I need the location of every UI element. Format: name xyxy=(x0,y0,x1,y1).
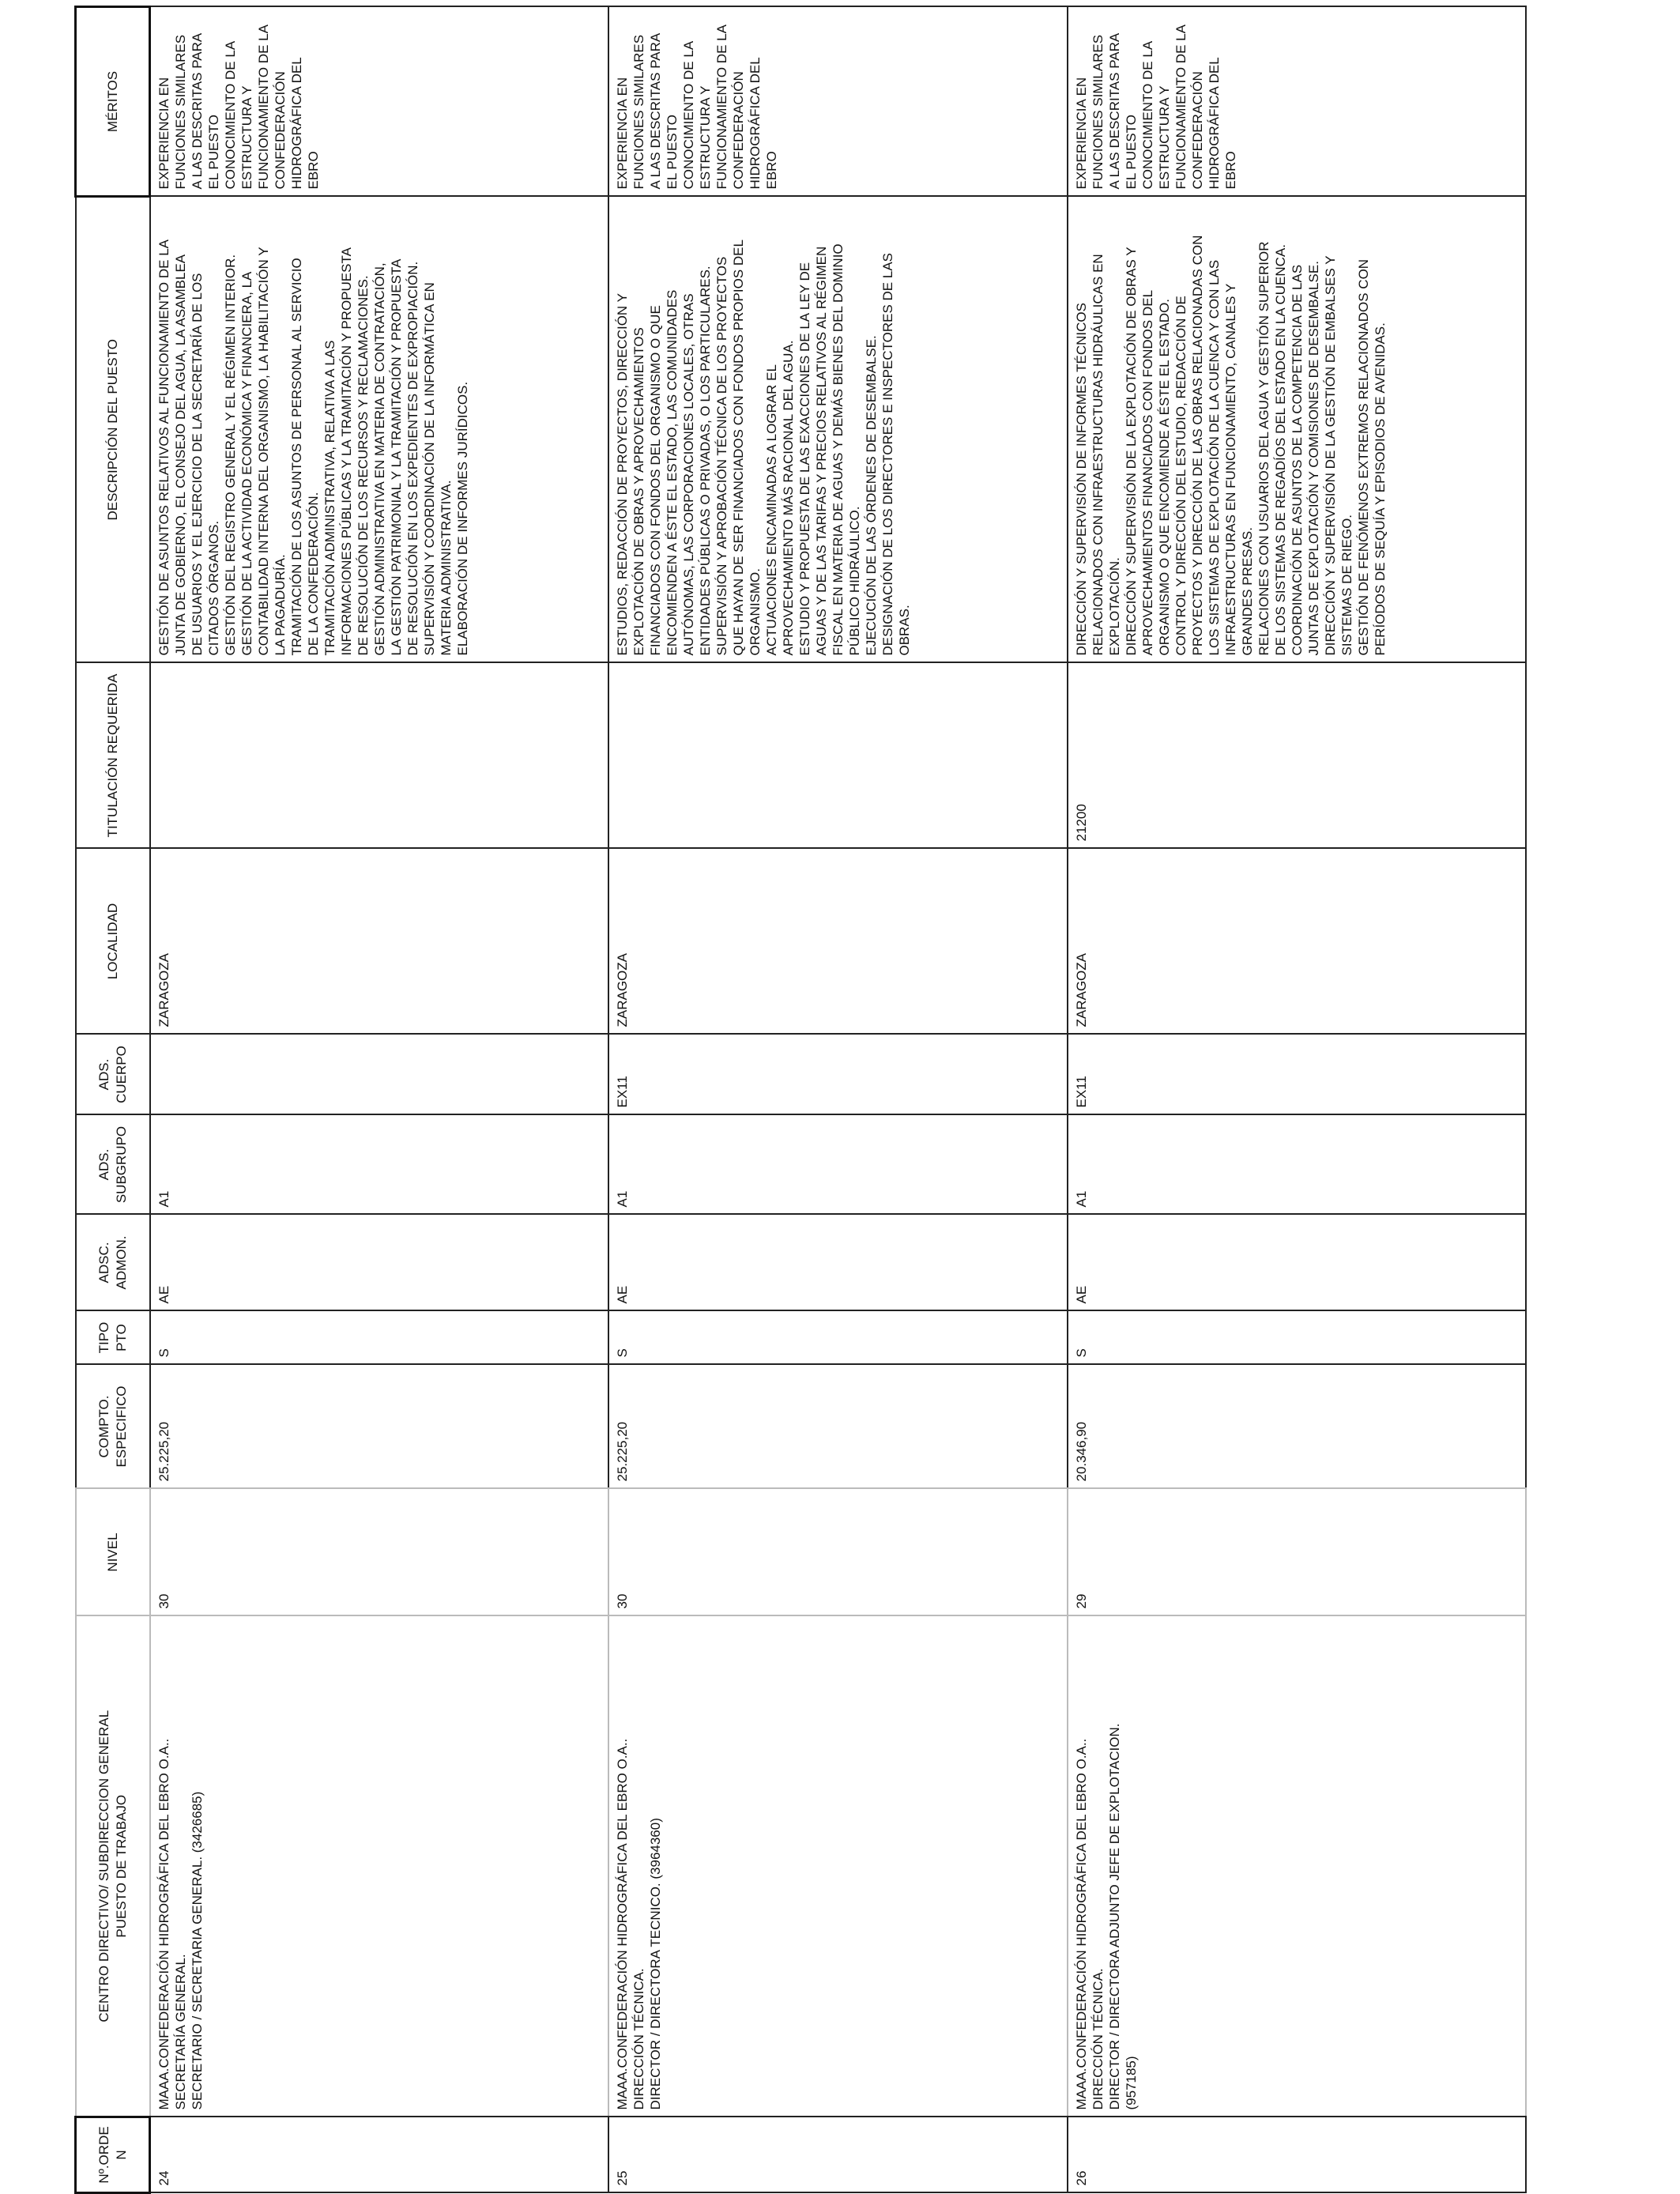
header-localidad: LOCALIDAD xyxy=(76,849,150,1035)
header-cuerpo: ADS. CUERPO xyxy=(76,1035,150,1115)
cell-compto: 25.225,20 xyxy=(608,1365,1068,1489)
cell-centro: MAAA.CONFEDERACIÓN HIDROGRÁFICA DEL EBRO O.A.. SECRETARÍA GENERAL. SECRETARIO / SECRETARIA GENERAL. (3426685) xyxy=(150,1616,609,2117)
header-nivel: NIVEL xyxy=(76,1489,150,1616)
cell-localidad: ZARAGOZA xyxy=(1068,849,1527,1035)
header-compto: COMPTO. ESPECIFICO xyxy=(76,1365,150,1489)
header-tipo: TIPO PTO xyxy=(76,1311,150,1365)
cell-meritos: EXPERIENCIA EN FUNCIONES SIMILARES A LAS DESCRITAS PARA EL PUESTO CONOCIMIENTO DE LA ESTRUCTURA Y FUNCIONAMIENTO DE LA CONFEDERACIÓN HIDROGRÁFICA DEL EBRO xyxy=(150,7,609,197)
header-row xyxy=(76,7,150,2193)
cell-cuerpo: EX11 xyxy=(1068,1035,1527,1115)
cell-tipo: S xyxy=(1068,1311,1527,1365)
header-adsc: ADSC. ADMON. xyxy=(76,1215,150,1311)
cell-meritos: EXPERIENCIA EN FUNCIONES SIMILARES A LAS DESCRITAS PARA EL PUESTO CONOCIMIENTO DE LA ESTRUCTURA Y FUNCIONAMIENTO DE LA CONFEDERACIÓN HIDROGRÁFICA DEL EBRO xyxy=(1068,7,1527,197)
cell-titulacion: 21200 xyxy=(1068,663,1527,849)
header-subgrupo: ADS. SUBGRUPO xyxy=(76,1115,150,1215)
cell-adsc: AE xyxy=(150,1215,609,1311)
cell-orden: 26 xyxy=(1068,2117,1527,2193)
cell-nivel: 30 xyxy=(150,1489,609,1616)
cell-cuerpo xyxy=(150,1035,609,1115)
cell-adsc: AE xyxy=(1068,1215,1527,1311)
cell-descripcion: ESTUDIOS, REDACCIÓN DE PROYECTOS, DIRECCIÓN Y EXPLOTACIÓN DE OBRAS Y APROVECHAMIENTOS FINANCIADOS CON FONDOS DEL ORGANISMO O QUE ENCOMIENDEN A ÉSTE EL ESTADO, LAS COMUNIDADES AUTÓNOMAS, LAS CORPORACIONES LOCALES, OTRAS ENTIDADES PÚBLICAS O PRIVADAS, O LOS PARTICULARES. SUPERVISIÓN Y APROBACIÓN TÉCNICA DE LOS PROYECTOS QUE HAYAN DE SER FINANCIADOS CON FONDOS PROPIOS DEL ORGANISMO. ACTUACIONES ENCAMINADAS A LOGRAR EL APROVECHAMIENTO MÁS RACIONAL DEL AGUA. ESTUDIO Y PROPUESTA DE LAS EXACCIONES DE LA LEY DE AGUAS Y DE LAS TARIFAS Y PRECIOS RELATIVOS AL RÉGIMEN FISCAL EN MATERIA DE AGUAS Y DEMÁS BIENES DEL DOMINIO PÚBLICO HIDRÁULICO. EJECUCIÓN DE LAS ÓRDENES DE DESEMBALSE. DESIGNACIÓN DE LOS DIRECTORES E INSPECTORES DE LAS OBRAS. xyxy=(608,197,1068,663)
table-row xyxy=(1068,7,1527,2193)
cell-titulacion xyxy=(150,663,609,849)
cell-localidad: ZARAGOZA xyxy=(150,849,609,1035)
puestos-table xyxy=(74,6,1527,2194)
cell-orden: 24 xyxy=(150,2117,609,2193)
rotated-page xyxy=(74,8,1527,2194)
cell-compto: 20.346,90 xyxy=(1068,1365,1527,1489)
table-row xyxy=(150,7,609,2193)
header-centro: CENTRO DIRECTIVO/ SUBDIRECCION GENERAL PUESTO DE TRABAJO xyxy=(76,1616,150,2117)
cell-cuerpo: EX11 xyxy=(608,1035,1068,1115)
cell-subgrupo: A1 xyxy=(1068,1115,1527,1215)
cell-subgrupo: A1 xyxy=(150,1115,609,1215)
cell-tipo: S xyxy=(608,1311,1068,1365)
cell-subgrupo: A1 xyxy=(608,1115,1068,1215)
header-orden: Nº.ORDEN xyxy=(76,2117,150,2193)
cell-titulacion xyxy=(608,663,1068,849)
header-meritos: MÉRITOS xyxy=(76,7,150,197)
cell-tipo: S xyxy=(150,1311,609,1365)
cell-localidad: ZARAGOZA xyxy=(608,849,1068,1035)
cell-compto: 25.225,20 xyxy=(150,1365,609,1489)
cell-nivel: 30 xyxy=(608,1489,1068,1616)
cell-centro: MAAA.CONFEDERACIÓN HIDROGRÁFICA DEL EBRO O.A.. DIRECCIÓN TÉCNICA. DIRECTOR / DIRECTORA TECNICO. (3964360) xyxy=(608,1616,1068,2117)
cell-nivel: 29 xyxy=(1068,1489,1527,1616)
cell-centro: MAAA.CONFEDERACIÓN HIDROGRÁFICA DEL EBRO O.A.. DIRECCIÓN TÉCNICA. DIRECTOR / DIRECTORA ADJUNTO JEFE DE EXPLOTACION. (957185) xyxy=(1068,1616,1527,2117)
cell-adsc: AE xyxy=(608,1215,1068,1311)
cell-descripcion: GESTIÓN DE ASUNTOS RELATIVOS AL FUNCIONAMIENTO DE LA JUNTA DE GOBIERNO, EL CONSEJO DEL AGUA, LA ASAMBLEA DE USUARIOS Y EL EJERCICIO DE LA SECRETARÍA DE LOS CITADOS ÓRGANOS. GESTIÓN DEL REGISTRO GENERAL Y EL RÉGIMEN INTERIOR. GESTIÓN DE LA ACTIVIDAD ECONÓMICA Y FINANCIERA, LA CONTABILIDAD INTERNA DEL ORGANISMO, LA HABILITACIÓN Y LA PAGADURÍA. TRAMITACIÓN DE LOS ASUNTOS DE PERSONAL AL SERVICIO DE LA CONFEDERACIÓN. TRAMITACIÓN ADMINISTRATIVA, RELATIVA A LAS INFORMACIONES PÚBLICAS Y LA TRAMITACIÓN Y PROPUESTA DE RESOLUCIÓN DE LOS RECURSOS Y RECLAMACIONES. GESTIÓN ADMINISTRATIVA EN MATERIA DE CONTRATACIÓN, LA GESTIÓN PATRIMONIAL Y LA TRAMITACIÓN Y PROPUESTA DE RESOLUCIÓN EN LOS EXPEDIENTES DE EXPROPIACIÓN. SUPERVISIÓN Y COORDINACIÓN DE LA INFORMÁTICA EN MATERIA ADMINISTRATIVA. ELABORACIÓN DE INFORMES JURÍDICOS. xyxy=(150,197,609,663)
header-titulacion: TITULACIÓN REQUERIDA xyxy=(76,663,150,849)
cell-descripcion: DIRECCIÓN Y SUPERVISIÓN DE INFORMES TÉCNICOS RELACIONADOS CON INFRAESTRUCTURAS HIDRÁULICAS EN EXPLOTACIÓN. DIRECCIÓN Y SUPERVISIÓN DE LA EXPLOTACIÓN DE OBRAS Y APROVECHAMIENTOS FINANCIADOS CON FONDOS DEL ORGANISMO O QUE ENCOMIENDE A ÉSTE EL ESTADO. CONTROL Y DIRECCIÓN DEL ESTUDIO, REDACCIÓN DE PROYECTOS Y DIRECCIÓN DE LAS OBRAS RELACIONADAS CON LOS SISTEMAS DE EXPLOTACIÓN DE LA CUENCA Y CON LAS INFRAESTRUCTURAS EN FUNCIONAMIENTO, CANALES Y GRANDES PRESAS. RELACIONES CON USUARIOS DEL AGUA Y GESTIÓN SUPERIOR DE LOS SISTEMAS DE REGADÍOS DEL ESTADO EN LA CUENCA. COORDINACIÓN DE ASUNTOS DE LA COMPETENCIA DE LAS JUNTAS DE EXPLOTACIÓN Y COMISIONES DE DESEMBALSE. DIRECCIÓN Y SUPERVISIÓN DE LA GESTIÓN DE EMBALSES Y SISTEMAS DE RIEGO. GESTIÓN DE FENÓMENOS EXTREMOS RELACIONADOS CON PERÍODOS DE SEQUÍA Y EPISODIOS DE AVENIDAS. xyxy=(1068,197,1527,663)
cell-meritos: EXPERIENCIA EN FUNCIONES SIMILARES A LAS DESCRITAS PARA EL PUESTO CONOCIMIENTO DE LA ESTRUCTURA Y FUNCIONAMIENTO DE LA CONFEDERACIÓN HIDROGRÁFICA DEL EBRO xyxy=(608,7,1068,197)
header-descripcion: DESCRIPCIÓN DEL PUESTO xyxy=(76,197,150,663)
cell-orden: 25 xyxy=(608,2117,1068,2193)
table-row xyxy=(608,7,1068,2193)
